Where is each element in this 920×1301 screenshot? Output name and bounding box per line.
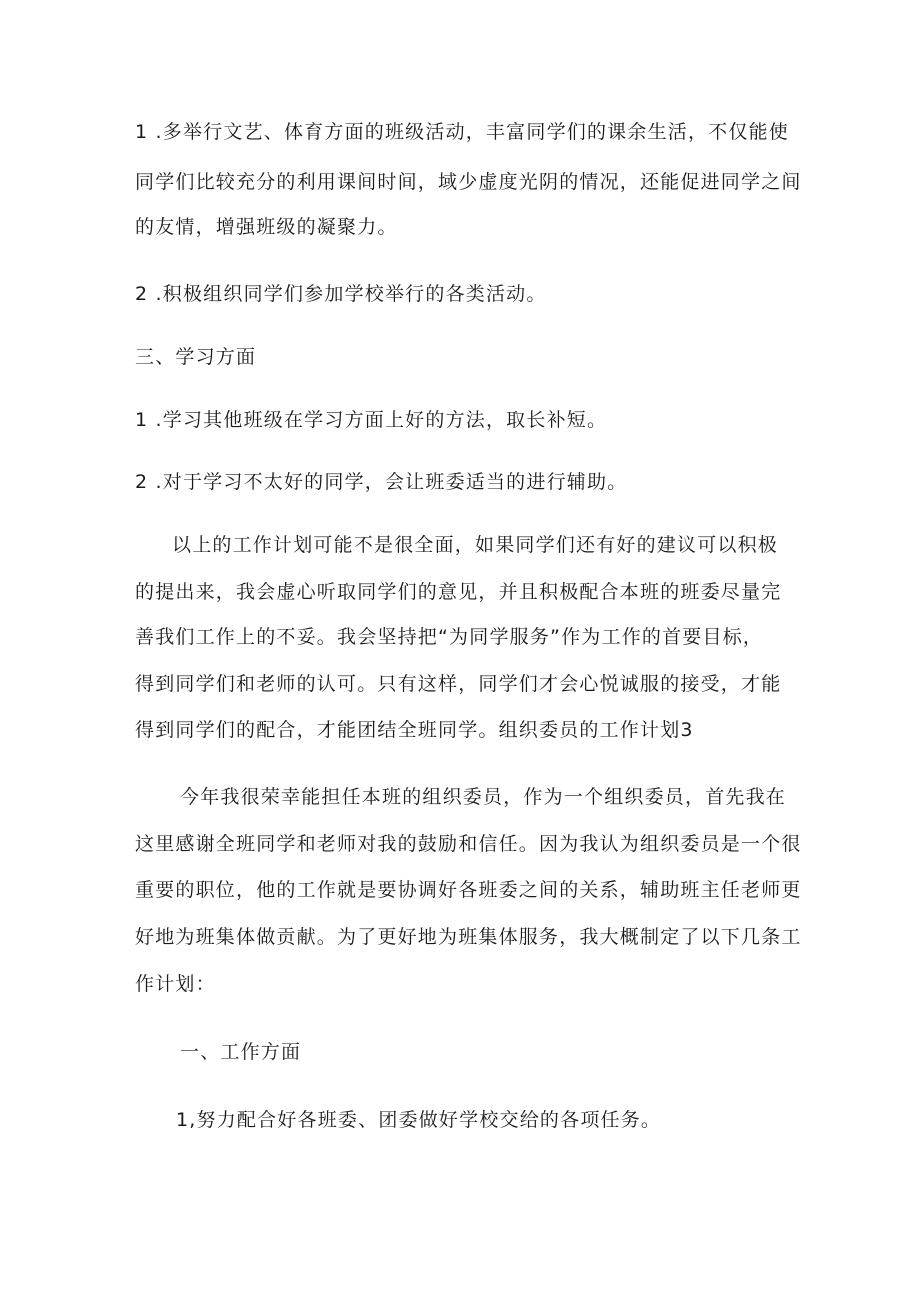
paragraph-line: 今年我很荣幸能担任本班的组织委员，作为一个组织委员，首先我在 bbox=[180, 786, 787, 808]
paragraph-line: 作计划： bbox=[135, 973, 216, 995]
paragraph-line: 得到同学们的配合，才能团结全班同学。组织委员的工作计划3 bbox=[135, 719, 694, 741]
paragraph-line: 这里感谢全班同学和老师对我的鼓励和信任。因为我认为组织委员是一个很 bbox=[135, 833, 802, 855]
list-item: 1,努力配合好各班委、团委做好学校交给的各项任务。 bbox=[176, 1109, 662, 1131]
paragraph-line: 重要的职位，他的工作就是要协调好各班委之间的关系，辅助班主任老师更 bbox=[135, 879, 802, 901]
section-heading: 一、工作方面 bbox=[180, 1041, 302, 1063]
paragraph-line: 的提出来，我会虚心听取同学们的意见，并且积极配合本班的班委尽量完 bbox=[135, 581, 782, 603]
list-item: 2 .积极组织同学们参加学校举行的各类活动。 bbox=[135, 283, 547, 305]
paragraph-line: 同学们比较充分的利用课间时间，域少虚度光阴的情况，还能促进同学之间 bbox=[135, 171, 802, 193]
paragraph-line: 以上的工作计划可能不是很全面，如果同学们还有好的建议可以积极 bbox=[172, 534, 779, 556]
list-item: 2 .对于学习不太好的同学，会让班委适当的进行辅助。 bbox=[135, 471, 628, 493]
paragraph-line: 得到同学们和老师的认可。只有这样，同学们才会心悦诚服的接受，才能 bbox=[135, 673, 782, 695]
list-item: 1 .学习其他班级在学习方面上好的方法，取长补短。 bbox=[135, 409, 608, 431]
paragraph-line: 好地为班集体做贡献。为了更好地为班集体服务，我大概制定了以下几条工 bbox=[135, 926, 802, 948]
paragraph-line: 1 .多举行文艺、体育方面的班级活动，丰富同学们的课余生活，不仅能使 bbox=[135, 121, 789, 143]
paragraph-line: 的友情，增强班级的凝聚力。 bbox=[135, 216, 398, 238]
section-heading: 三、学习方面 bbox=[135, 346, 257, 368]
paragraph-line: 善我们工作上的不妥。我会坚持把“为同学服务”作为工作的首要目标， bbox=[135, 626, 764, 648]
